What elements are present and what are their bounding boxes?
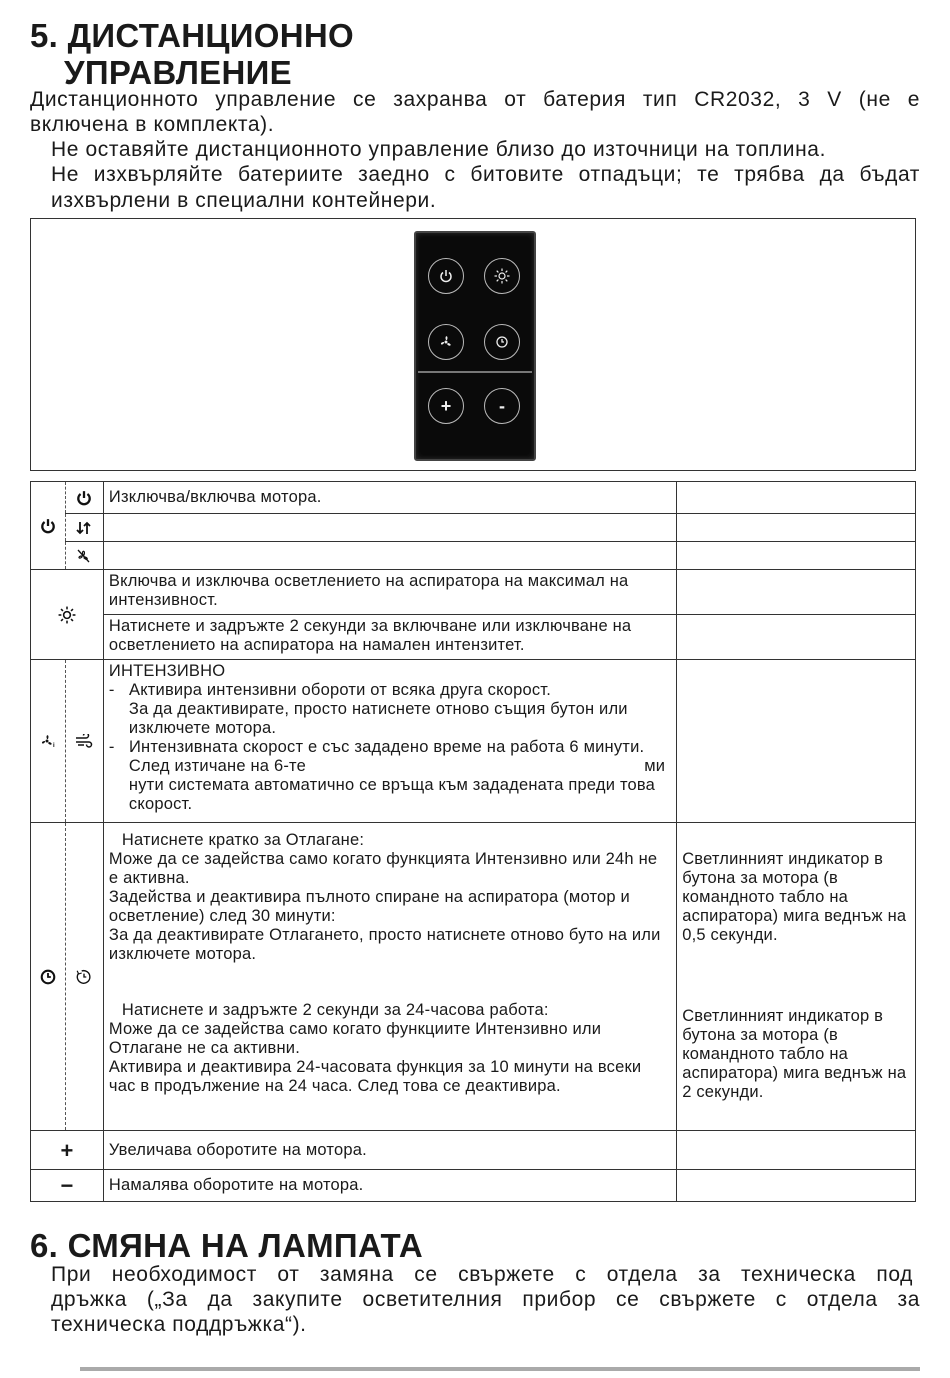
para-disposal-line1: Не изхвърляйте батериите заедно с битовите отпадъци; те трябва да бъдат	[51, 163, 920, 186]
minus-icon: -	[484, 388, 520, 424]
note-cell	[677, 615, 916, 660]
note-cell	[677, 1170, 916, 1202]
note-cell	[677, 514, 916, 542]
table-row	[31, 1170, 916, 1202]
intensive-title: ИНТЕНЗИВНО	[108, 662, 226, 680]
fan-intensive-icon	[31, 660, 66, 823]
minus-description: Намалява оборотите на мотора.	[103, 1170, 676, 1202]
delay-title: Натиснете кратко за Отлагане:	[121, 831, 365, 849]
section-5-title-line1: 5. ДИСТАНЦИОННО	[30, 17, 354, 54]
timer-description	[103, 823, 676, 1131]
intensive-description	[103, 660, 676, 823]
delay-text-2: Задейства и деактивира пълното спиране на аспиратора (мотор и осветление) след 30 минути:	[108, 888, 630, 925]
table-row	[31, 660, 916, 823]
empty-cell	[103, 542, 676, 570]
bullet: -	[108, 681, 129, 699]
light-icon	[31, 570, 104, 660]
para-heat-warning: Не оставяйте дистанционното управление близо до източници на топлина.	[51, 138, 827, 161]
timer-icon	[31, 823, 66, 1131]
lamp-para-line2: дръжка („За да закупите осветителния прибор се свържете с отдела за	[51, 1288, 920, 1311]
table-row	[31, 542, 916, 570]
fan-off-icon	[65, 542, 103, 570]
note-cell	[677, 570, 916, 615]
section-6-title: 6. СМЯНА НА ЛАМПАТА	[30, 1227, 423, 1264]
bullet: -	[108, 738, 129, 756]
minus-icon: −	[31, 1170, 104, 1202]
light-max-description: Включва и изключва осветлението на аспиратора на максимал на интензивност.	[103, 570, 676, 615]
intensive-item-1	[109, 681, 671, 700]
light-icon	[484, 258, 520, 294]
intensive-item-1-sub: За да деактивирате, просто натиснете отново същия бутон или изключете мотора.	[128, 700, 628, 737]
intensive-item-1-text: Активира интензивни обороти от всяка друга скорост.	[128, 681, 551, 699]
intensive-item-2-sub-c: нути системата автоматично се връща към зададената преди това скорост.	[128, 776, 656, 813]
timer-notes	[677, 823, 916, 1131]
para-battery-line1: Дистанционното управление се захранва от батерия тип CR2032, 3 V (не е	[30, 88, 920, 111]
para-disposal-line2: изхвърлени в специални контейнери.	[51, 189, 437, 212]
h24-text-2: Активира и деактивира 24-часовата функция за 10 минути на всеки час в продължение на 24 часа. След това се деактивира.	[108, 1058, 642, 1095]
footer-rule	[80, 1367, 920, 1371]
plus-icon: +	[31, 1131, 104, 1170]
table-row	[31, 514, 916, 542]
h24-text-1: Може да се задейства само когато функциите Интензивно или Отлагане не са активни.	[108, 1020, 602, 1057]
delay-note: Светлинният индикатор в бутона за мотора (в командното табло на аспиратора) мига веднъж на 0,5 секунди.	[682, 850, 907, 944]
clock-24h-icon	[65, 823, 103, 1131]
functions-table	[30, 481, 916, 1202]
intensive-item-2-sub-a	[109, 757, 671, 776]
intensive-item-2	[109, 738, 671, 757]
note-cell	[677, 660, 916, 823]
note-cell	[677, 482, 916, 514]
fan-icon	[428, 324, 464, 360]
power-icon	[31, 482, 66, 570]
remote-control	[414, 231, 536, 461]
table-row	[31, 1131, 916, 1170]
table-row	[31, 823, 916, 1131]
plus-description: Увеличава оборотите на мотора.	[103, 1131, 676, 1170]
intensive-item-2-sub-b-text: ми	[644, 757, 666, 775]
lamp-para-line3: техническа поддръжка“).	[51, 1313, 307, 1336]
power-icon	[65, 482, 103, 514]
intensive-item-2-text: Интензивната скорост е със зададено време на работа 6 минути.	[128, 738, 645, 756]
plus-icon: +	[428, 388, 464, 424]
table-row	[31, 615, 916, 660]
speed-arrows-icon	[65, 514, 103, 542]
table-row	[31, 570, 916, 615]
power-icon	[428, 258, 464, 294]
intensive-item-2-sub-a-text: След изтичане на 6-те	[128, 757, 306, 775]
empty-cell	[103, 514, 676, 542]
svg-text:i: i	[52, 743, 55, 749]
remote-illustration-frame	[30, 218, 916, 471]
para-battery-line2: включена в комплекта).	[30, 113, 275, 136]
remote-divider	[418, 371, 532, 373]
section-5-title-line2: УПРАВЛЕНИЕ	[64, 54, 292, 91]
delay-text-1: Може да се задейства само когато функцията Интензивно или 24h не е активна.	[108, 850, 658, 887]
delay-text-3: За да деактивирате Отлагането, просто натиснете отново буто на или изключете мотора.	[108, 926, 661, 963]
h24-title: Натиснете и задръжте 2 секунди за 24-часова работа:	[121, 1001, 549, 1019]
note-cell	[677, 542, 916, 570]
lamp-para-line1: При необходимост от замяна се свържете с отдела за техническа под	[51, 1263, 913, 1286]
note-cell	[677, 1131, 916, 1170]
power-description: Изключва/включва мотора.	[103, 482, 676, 514]
h24-note: Светлинният индикатор в бутона за мотора (в командното табло на аспиратора) мига веднъж на 2 секунди.	[682, 1007, 907, 1101]
light-dim-description: Натиснете и задръжте 2 секунди за включване или изключване на осветлението на аспиратора на намален интензитет.	[103, 615, 676, 660]
timer-icon	[484, 324, 520, 360]
wind-icon	[65, 660, 103, 823]
table-row	[31, 482, 916, 514]
